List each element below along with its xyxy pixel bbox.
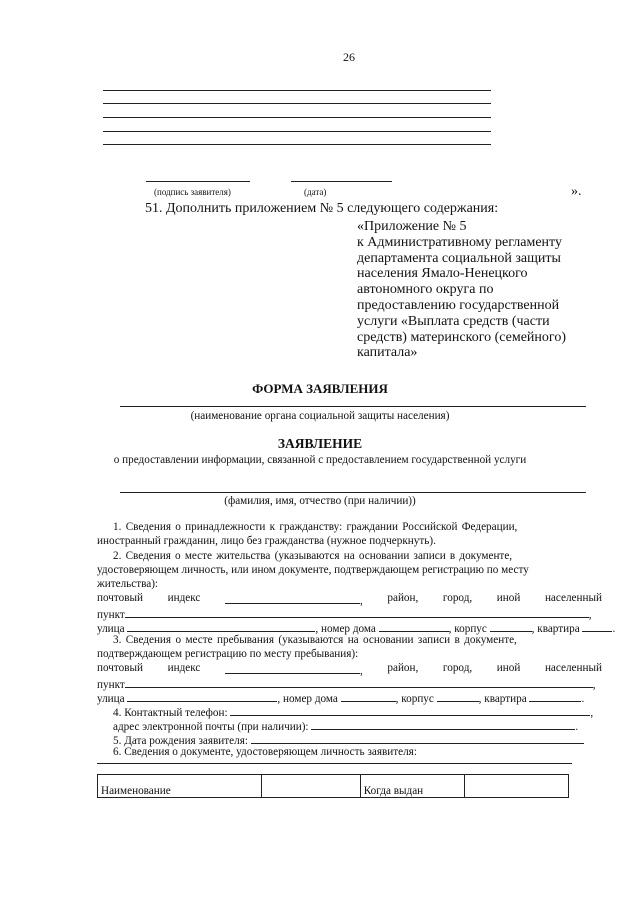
postal-label: почтовый bbox=[97, 662, 144, 674]
authority-caption: (наименование органа социальной защиты населения) bbox=[190, 410, 450, 422]
signature-caption: (подпись заявителя) bbox=[154, 187, 231, 197]
index-label: индекс bbox=[167, 592, 201, 604]
apartment-label: , квартира bbox=[531, 623, 580, 635]
settlement-label: населенный bbox=[544, 592, 602, 604]
birth-date-field[interactable] bbox=[251, 732, 584, 744]
section-3-line-2: подтверждающем регистрацию по месту пребывания): bbox=[97, 648, 359, 660]
annex-line: услуги «Выплата средств (части bbox=[357, 313, 550, 329]
email-label: адрес электронной почты (при наличии): bbox=[113, 721, 309, 733]
residence-postal-row bbox=[97, 592, 602, 607]
section-2-line-2: удостоверяющем личность, или ином документе, подтверждающем регистрацию по месту bbox=[97, 564, 529, 576]
table-cell-name-label: Наименование bbox=[98, 775, 262, 798]
settlement-label: населенный bbox=[544, 662, 602, 674]
residence-korpus-field[interactable] bbox=[490, 620, 532, 632]
korpus-label: , корпус bbox=[448, 623, 487, 635]
table-cell-issued-label: Когда выдан bbox=[360, 775, 465, 798]
phone-row bbox=[113, 704, 593, 719]
table-row bbox=[98, 775, 569, 798]
residence-apartment-field[interactable] bbox=[582, 620, 612, 632]
comma: , bbox=[590, 707, 594, 719]
annex-line: предоставлению государственной bbox=[357, 297, 560, 313]
stay-house-field[interactable] bbox=[341, 690, 396, 702]
stay-apartment-field[interactable] bbox=[529, 690, 581, 702]
annex-line: средств) материнского (семейного) bbox=[357, 329, 566, 345]
page-number: 26 bbox=[343, 50, 355, 64]
other-label: иной bbox=[496, 662, 521, 674]
identity-document-table bbox=[97, 774, 569, 798]
section-2-line-3: жительства): bbox=[97, 578, 159, 590]
section-2-line-1: 2. Сведения о месте жительства (указываются на основании записи в документе, bbox=[113, 550, 513, 562]
index-label: индекс bbox=[167, 662, 201, 674]
phone-field[interactable] bbox=[230, 704, 590, 716]
other-label: иной bbox=[496, 592, 521, 604]
authority-line bbox=[120, 406, 586, 407]
annex-line: населения Ямало-Ненецкого bbox=[357, 266, 528, 282]
section-1-line-1 bbox=[113, 521, 601, 533]
annex-line: департамента социальной защиты bbox=[357, 250, 561, 266]
blank-line bbox=[103, 131, 491, 132]
email-row bbox=[113, 718, 578, 733]
punkt-label: пункт bbox=[97, 679, 125, 691]
comma: , bbox=[360, 595, 363, 607]
blank-line bbox=[103, 103, 491, 104]
document-subtitle: о предоставлении информации, связанной с предоставлением государственной услуги bbox=[113, 454, 527, 466]
table-cell-name-value[interactable] bbox=[261, 775, 360, 798]
korpus-label: , корпус bbox=[395, 693, 434, 705]
annex-line: автономного округа по bbox=[357, 282, 494, 298]
period: . bbox=[575, 721, 579, 733]
stay-settlement-field[interactable] bbox=[125, 676, 593, 688]
house-label: , номер дома bbox=[277, 693, 338, 705]
city-label: город, bbox=[442, 662, 473, 674]
section-1-line-2: иностранный гражданин, лицо без гражданства (нужное подчеркнуть). bbox=[97, 535, 436, 547]
stay-index-field[interactable] bbox=[225, 662, 360, 674]
residence-street-row bbox=[97, 620, 615, 635]
comma: , bbox=[360, 665, 363, 677]
stay-punkt-row bbox=[97, 676, 596, 691]
blank-line bbox=[103, 117, 491, 118]
annex-line: к Административному регламенту bbox=[357, 234, 562, 250]
section-3-line-1: 3. Сведения о месте пребывания (указываются на основании записи в документе, bbox=[113, 634, 517, 646]
date-line bbox=[291, 181, 392, 182]
period: . bbox=[581, 693, 585, 705]
form-title: ФОРМА ЗАЯВЛЕНИЯ bbox=[252, 381, 388, 396]
annex-line: «Приложение № 5 bbox=[357, 219, 467, 234]
residence-house-field[interactable] bbox=[379, 620, 449, 632]
stay-street-row bbox=[97, 690, 584, 705]
section-6-blank-line bbox=[97, 763, 572, 764]
district-label: район, bbox=[387, 592, 419, 604]
date-caption: (дата) bbox=[304, 187, 327, 197]
district-label: район, bbox=[387, 662, 419, 674]
city-label: город, bbox=[442, 592, 473, 604]
house-label: , номер дома bbox=[315, 623, 376, 635]
annex-line: капитала» bbox=[357, 345, 418, 361]
table-cell-issued-value[interactable] bbox=[465, 775, 569, 798]
residence-street-field[interactable] bbox=[127, 620, 315, 632]
punkt-label: пункт bbox=[97, 609, 125, 621]
email-field[interactable] bbox=[311, 718, 575, 730]
birth-row bbox=[113, 732, 584, 747]
blank-line bbox=[103, 144, 491, 145]
stay-street-field[interactable] bbox=[127, 690, 277, 702]
signature-line bbox=[146, 181, 250, 182]
period: . bbox=[612, 623, 616, 635]
annex-block bbox=[357, 219, 566, 361]
closing-quote: ». bbox=[571, 184, 582, 199]
section-6-line: 6. Сведения о документе, удостоверяющем личность заявителя: bbox=[113, 746, 417, 758]
blank-line bbox=[103, 90, 491, 91]
residence-punkt-row bbox=[97, 606, 592, 621]
apartment-label: , квартира bbox=[478, 693, 527, 705]
street-label: улица bbox=[97, 623, 125, 635]
stay-korpus-field[interactable] bbox=[437, 690, 479, 702]
applicant-name-caption: (фамилия, имя, отчество (при наличии)) bbox=[224, 495, 416, 507]
document-title: ЗАЯВЛЕНИЕ bbox=[277, 436, 363, 451]
comma: , bbox=[592, 679, 596, 691]
applicant-name-line bbox=[120, 492, 586, 493]
birth-label: 5. Дата рождения заявителя: bbox=[113, 735, 248, 747]
section-1-text: 1. Сведения о принадлежности к гражданству: граждании Российской Федерации, bbox=[113, 521, 518, 533]
stay-postal-row bbox=[97, 662, 602, 677]
amendment-heading: 51. Дополнить приложением № 5 следующего содержания: bbox=[145, 201, 499, 216]
street-label: улица bbox=[97, 693, 125, 705]
postal-label: почтовый bbox=[97, 592, 144, 604]
residence-index-field[interactable] bbox=[225, 592, 360, 604]
comma: , bbox=[588, 609, 592, 621]
phone-label: 4. Контактный телефон: bbox=[113, 707, 228, 719]
residence-settlement-field[interactable] bbox=[125, 606, 589, 618]
